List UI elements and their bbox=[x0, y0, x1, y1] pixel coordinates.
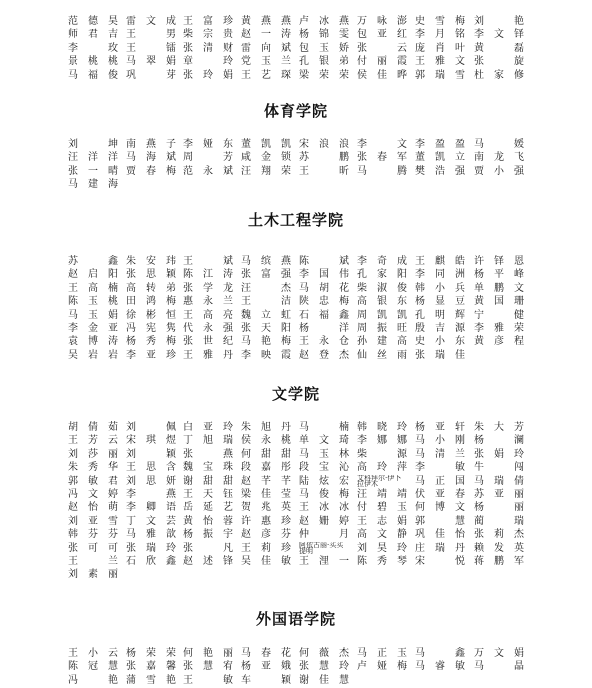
person-name: 郭 慧 bbox=[415, 515, 465, 527]
person-name: 李月铭 bbox=[415, 29, 465, 41]
person-name: 赵一涛 bbox=[241, 29, 291, 41]
person-name: 赵怡萌 bbox=[68, 502, 118, 514]
person-name: 张瑞佳 bbox=[415, 349, 465, 361]
person-name: 李卿语 bbox=[126, 502, 176, 514]
person-name: 宋浪浪 bbox=[299, 139, 349, 150]
person-name: 侯佳晔 bbox=[357, 69, 407, 81]
person-name: 包亚红 bbox=[357, 29, 407, 41]
person-name: 陈秀琴 bbox=[357, 556, 407, 567]
person-name: 马 腾 bbox=[357, 165, 407, 177]
person-name: 周凯凯 bbox=[357, 309, 407, 321]
person-name: 蒲雪艳 bbox=[126, 674, 176, 686]
person-name: 李盈盈 bbox=[415, 139, 465, 150]
person-name: 巩佳怡 bbox=[415, 529, 465, 541]
person-name: 赖发英 bbox=[474, 542, 524, 554]
person-name: 赵姗婷 bbox=[299, 515, 349, 527]
name-row bbox=[0, 55, 592, 68]
person-name: 仙丝雨 bbox=[357, 349, 407, 361]
person-name: 马 楠 bbox=[299, 422, 349, 433]
person-name: 周振旺 bbox=[357, 323, 407, 334]
person-name: 刘素丽 bbox=[68, 569, 118, 581]
person-name: 王 男 bbox=[126, 29, 176, 41]
name-row bbox=[0, 568, 592, 581]
person-name: 杨 澜 bbox=[474, 435, 524, 447]
person-name: 黄燕燕 bbox=[241, 16, 291, 27]
person-name: 韩小兵 bbox=[415, 282, 465, 294]
person-name: 张一晴 bbox=[68, 165, 118, 177]
name-row bbox=[0, 69, 592, 82]
person-name: 咸金锁 bbox=[241, 152, 291, 164]
person-name: 汪翔荣 bbox=[241, 165, 291, 177]
person-name: 梁荣荣 bbox=[299, 69, 349, 81]
person-name: 李同洲 bbox=[415, 269, 465, 281]
person-name: 雷向斌 bbox=[241, 42, 291, 54]
person-name: 李 敏 bbox=[415, 462, 465, 474]
person-name: 苏 鹏 bbox=[299, 152, 349, 164]
person-name: 丁旭瑞 bbox=[183, 435, 233, 447]
person-name: 朱安玮 bbox=[126, 256, 176, 267]
person-name: 张春军 bbox=[357, 152, 407, 164]
person-name: 张 云 bbox=[357, 42, 407, 54]
person-name: 马春花 bbox=[241, 648, 291, 659]
person-name: 巩 芽 bbox=[126, 69, 176, 81]
person-name: 马 媛 bbox=[474, 139, 524, 150]
name-row bbox=[0, 488, 592, 501]
person-name: 董凯立 bbox=[415, 152, 465, 164]
person-name: 杨 丽 bbox=[474, 502, 524, 514]
person-name: 殷吉源 bbox=[415, 323, 465, 334]
person-name: 王永仓 bbox=[299, 336, 349, 348]
person-name: 王富珍 bbox=[183, 16, 233, 27]
person-name: 孔明辉 bbox=[415, 309, 465, 321]
person-name: 范永斌 bbox=[183, 165, 233, 177]
person-name: 胡倩茹 bbox=[68, 422, 118, 433]
person-name: 王 洁 bbox=[241, 296, 291, 308]
person-name: 陆炫宏 bbox=[299, 475, 349, 487]
person-name: 伏亚春 bbox=[415, 489, 465, 500]
person-name: 卢冰燕 bbox=[299, 16, 349, 27]
name-row bbox=[0, 178, 592, 191]
person-name: 柴 源 bbox=[357, 448, 407, 460]
person-name: 吴佳敏 bbox=[241, 556, 291, 567]
person-name: 卢娅梅 bbox=[357, 661, 407, 673]
person-name: 李娅东 bbox=[183, 139, 233, 150]
name-row bbox=[0, 542, 592, 555]
person-name: 宋琪煜 bbox=[126, 435, 176, 447]
person-name: 刘 坤 bbox=[68, 139, 118, 150]
person-name: 赵登杰 bbox=[299, 349, 349, 361]
name-row bbox=[0, 461, 592, 474]
person-name: 刘亚雪 bbox=[68, 515, 118, 527]
person-name: 陈 斌 bbox=[299, 256, 349, 267]
person-name: 何甜甜 bbox=[241, 448, 291, 460]
person-name: 陈冠慧 bbox=[68, 661, 118, 673]
person-name: 马艳梅 bbox=[241, 336, 291, 348]
section-heading-liberal-arts: 文学院 bbox=[271, 385, 320, 403]
person-name: 车 颖 bbox=[241, 674, 291, 686]
person-name: 南龙飞 bbox=[474, 152, 524, 164]
name-row bbox=[0, 28, 592, 41]
person-name: 张天阳 bbox=[241, 323, 291, 334]
person-name: 韩芬芬 bbox=[68, 529, 118, 541]
person-name: 牛 闯 bbox=[474, 462, 524, 474]
person-name: 马正国 bbox=[415, 475, 465, 487]
person-name: 马建海 bbox=[68, 179, 118, 191]
person-name: 宁 健 bbox=[474, 309, 524, 321]
person-name: 魏宝珠 bbox=[183, 462, 233, 474]
person-name: 马正玉 bbox=[357, 648, 407, 659]
person-name: 张世纪 bbox=[183, 336, 233, 348]
person-name: 王 镭 bbox=[126, 42, 176, 54]
person-name: 王小云 bbox=[68, 648, 118, 659]
person-name: 马缤燕 bbox=[241, 256, 291, 267]
person-name: 马玉娟 bbox=[68, 309, 118, 321]
person-name: 单鹏文 bbox=[474, 282, 524, 294]
person-name: 杨锦雯 bbox=[299, 29, 349, 41]
person-name: 何艳丽 bbox=[183, 648, 233, 659]
person-name: 马玉林 bbox=[299, 448, 349, 460]
name-row bbox=[0, 282, 592, 295]
name-row bbox=[0, 138, 592, 151]
person-name: 艾科拜尔·伊卜拉伊木 bbox=[357, 474, 402, 488]
person-name: 惠永兰 bbox=[183, 296, 233, 308]
person-name: 高转弟 bbox=[126, 282, 176, 294]
person-name: 王芳云 bbox=[68, 435, 118, 447]
person-name: 张慧玲 bbox=[299, 661, 349, 673]
person-name: 周 芳 bbox=[183, 152, 233, 164]
person-name: 冯 艳 bbox=[68, 674, 118, 686]
person-name: 张 旋 bbox=[474, 56, 524, 68]
name-row bbox=[0, 268, 592, 281]
person-name: 杨亚娥 bbox=[241, 661, 291, 673]
person-name: 张嘉馨 bbox=[126, 661, 176, 673]
person-name: 陕忠梅 bbox=[299, 296, 349, 308]
person-name: 万咏澎 bbox=[357, 16, 407, 27]
person-name: 单文琦 bbox=[299, 435, 349, 447]
name-row bbox=[0, 501, 592, 514]
person-name: 张清财 bbox=[183, 42, 233, 54]
person-name: 李雅荣 bbox=[474, 323, 524, 334]
person-name: 张富强 bbox=[241, 269, 291, 281]
person-name: 党玉兰 bbox=[241, 56, 291, 68]
person-name: 张 凡 bbox=[183, 542, 233, 554]
person-name: 王 敏 bbox=[183, 674, 233, 686]
person-name: 李文铎 bbox=[474, 29, 524, 41]
person-name: 赵芊芊 bbox=[241, 475, 291, 487]
person-name: 杨平峰 bbox=[474, 269, 524, 281]
person-name: 丁文芸 bbox=[126, 515, 176, 527]
person-name: 马雅歆 bbox=[126, 529, 176, 541]
person-name: 王冰冰 bbox=[299, 502, 349, 514]
person-name: 张学龙 bbox=[183, 282, 233, 294]
person-name: 田鸿梅 bbox=[126, 296, 176, 308]
person-name: 朱旭丹 bbox=[241, 422, 291, 433]
name-row bbox=[0, 660, 592, 673]
person-name: 王浬一 bbox=[299, 556, 349, 567]
name-row bbox=[0, 674, 592, 687]
person-name: 蔺 瑞 bbox=[474, 515, 524, 527]
person-name: 朱大芳 bbox=[474, 422, 524, 433]
person-name: 马胡花 bbox=[299, 282, 349, 294]
person-name: 王 斌 bbox=[183, 256, 233, 267]
person-name: 李金亚 bbox=[68, 323, 118, 334]
person-name: 徐彬恒 bbox=[126, 309, 176, 321]
person-name: 陈江涛 bbox=[183, 269, 233, 281]
section-heading-civil-engineering: 土木工程学院 bbox=[247, 211, 344, 229]
person-name: 马 鑫 bbox=[415, 648, 465, 659]
person-name: 李娜娜 bbox=[357, 435, 407, 447]
person-name: 景桃桃 bbox=[68, 56, 118, 68]
person-name: 黄国珊 bbox=[474, 296, 524, 308]
person-name: 杨秀梅 bbox=[126, 336, 176, 348]
person-name: 范德昊 bbox=[68, 16, 118, 27]
person-name: 袁博涛 bbox=[68, 336, 118, 348]
person-name: 何博文 bbox=[415, 502, 465, 514]
person-name: 王艺琛 bbox=[241, 69, 291, 81]
person-name: 刘 艳 bbox=[474, 16, 524, 27]
person-name: 万文娟 bbox=[474, 648, 524, 659]
person-name: 南燕子 bbox=[126, 139, 176, 150]
person-name: 陈玉桃 bbox=[68, 296, 118, 308]
person-name: 张思颖 bbox=[126, 269, 176, 281]
person-name: 孙建高 bbox=[357, 336, 407, 348]
person-name: 樊浩强 bbox=[415, 165, 465, 177]
name-row bbox=[0, 515, 592, 528]
person-name: 王雅丹 bbox=[183, 349, 233, 361]
name-row bbox=[0, 309, 592, 322]
person-name: 李 文 bbox=[357, 139, 407, 150]
person-name: 杨荣荣 bbox=[126, 648, 176, 659]
person-name: 李映霞 bbox=[241, 349, 291, 361]
person-name: 王 昕 bbox=[299, 165, 349, 177]
name-row bbox=[0, 15, 592, 28]
person-name: 许惠珍 bbox=[241, 515, 291, 527]
person-name: 王 兰 bbox=[68, 556, 118, 567]
name-row bbox=[0, 255, 592, 268]
person-name: 刘思妍 bbox=[126, 475, 176, 487]
name-row bbox=[0, 151, 592, 164]
person-name: 汪洋洋 bbox=[68, 152, 118, 164]
person-name: 高文静 bbox=[357, 529, 407, 541]
person-name: 苏 鑫 bbox=[68, 256, 118, 267]
name-row bbox=[0, 335, 592, 348]
person-name: 许铎恩 bbox=[474, 256, 524, 267]
person-name: 李 玫 bbox=[68, 42, 118, 54]
person-name: 王高楠 bbox=[68, 282, 118, 294]
person-name: 马睿敏 bbox=[415, 661, 465, 673]
person-name: 王志娟 bbox=[357, 515, 407, 527]
person-name: 杨亚轩 bbox=[415, 422, 465, 433]
person-name: 马翠娟 bbox=[126, 56, 176, 68]
person-name: 杜家修 bbox=[474, 69, 524, 81]
person-name: 侯永桃 bbox=[241, 435, 291, 447]
name-row bbox=[0, 421, 592, 434]
person-name: 汪 杰 bbox=[241, 282, 291, 294]
person-name: 马福俊 bbox=[68, 69, 118, 81]
person-name: 贾小强 bbox=[474, 165, 524, 177]
person-name: 王莉珍 bbox=[241, 542, 291, 554]
person-name: 张莉杰 bbox=[474, 529, 524, 541]
person-name: 魏立虹 bbox=[241, 309, 291, 321]
person-name: 张玲娟 bbox=[183, 69, 233, 81]
person-name: 石欣鑫 bbox=[126, 556, 176, 567]
person-name: 贾春梅 bbox=[126, 165, 176, 177]
person-name: 白亚玲 bbox=[183, 422, 233, 433]
person-name: 马清兰 bbox=[415, 448, 465, 460]
person-name: 柴宗贵 bbox=[183, 29, 233, 41]
person-name: 黄 磊 bbox=[474, 42, 524, 54]
person-name: 郭敏君 bbox=[68, 475, 118, 487]
person-name: 庄瑞丹 bbox=[415, 542, 465, 554]
person-name: 仲 月 bbox=[299, 529, 349, 541]
person-name: 代永强 bbox=[183, 323, 233, 334]
name-row bbox=[0, 322, 592, 335]
person-name: 张 燕 bbox=[183, 448, 233, 460]
person-name: 孔银弟 bbox=[299, 56, 349, 68]
person-name: 王思含 bbox=[126, 462, 176, 474]
person-name: 吴岩岩 bbox=[68, 349, 118, 361]
person-name: 蒋鹏军 bbox=[474, 556, 524, 567]
name-row bbox=[0, 528, 592, 541]
person-name: 李 燕 bbox=[126, 489, 176, 500]
person-name: 杨 洋 bbox=[299, 323, 349, 334]
person-name: 付碧玉 bbox=[357, 502, 407, 514]
person-name: 韩晓玲 bbox=[357, 422, 407, 433]
person-name: 包玉娇 bbox=[299, 42, 349, 54]
person-name: 黄怡蓉 bbox=[183, 515, 233, 527]
person-name: 张可可 bbox=[68, 542, 118, 554]
person-name: 谢甜甜 bbox=[183, 475, 233, 487]
person-name: 史小东 bbox=[415, 336, 465, 348]
person-name: 阿依古丽·买买提明 bbox=[299, 541, 344, 555]
person-name: 董凯凯 bbox=[241, 139, 291, 150]
person-name: 段嘉彤 bbox=[241, 462, 291, 474]
person-name: 刘昊玲 bbox=[357, 542, 407, 554]
person-name: 石福鑫 bbox=[299, 309, 349, 321]
person-name: 冯文婷 bbox=[68, 489, 118, 500]
person-name: 马俊梅 bbox=[299, 489, 349, 500]
person-name: 赵彦芬 bbox=[241, 529, 291, 541]
person-name: 杨显豆 bbox=[415, 296, 465, 308]
person-name: 马 晶 bbox=[474, 661, 524, 673]
person-name: 柴淑俊 bbox=[357, 282, 407, 294]
person-name: 孔家阳 bbox=[357, 269, 407, 281]
person-name: 张瑞玲 bbox=[126, 542, 176, 554]
name-row bbox=[0, 475, 592, 488]
person-name: 史雪梅 bbox=[415, 16, 465, 27]
person-name: 宋 悦 bbox=[415, 556, 465, 567]
name-row bbox=[0, 165, 592, 178]
name-row bbox=[0, 647, 592, 660]
person-name: 何薇杰 bbox=[299, 648, 349, 659]
person-name: 师君吉 bbox=[68, 29, 118, 41]
person-name: 杨振宇 bbox=[183, 529, 233, 541]
person-name: 庞肖叶 bbox=[415, 42, 465, 54]
section-heading-foreign-languages: 外国语学院 bbox=[255, 610, 336, 628]
person-name: 赵启阳 bbox=[68, 269, 118, 281]
person-name: 张慧宥 bbox=[183, 661, 233, 673]
name-row bbox=[0, 555, 592, 568]
person-name: 冯宪隽 bbox=[126, 323, 176, 334]
person-name: 马瑞倩 bbox=[474, 475, 524, 487]
person-name: 刘 颖 bbox=[126, 448, 176, 460]
name-row bbox=[0, 448, 592, 461]
person-name: 郭瑞雪 bbox=[415, 69, 465, 81]
person-name: 刘莎丽 bbox=[68, 448, 118, 460]
person-name: 李国伟 bbox=[299, 269, 349, 281]
name-row bbox=[0, 42, 592, 55]
person-name: 王麒皓 bbox=[415, 256, 465, 267]
person-name: 马海斌 bbox=[126, 152, 176, 164]
person-name: 梁佳莹 bbox=[241, 489, 291, 500]
person-name: 李亚珍 bbox=[126, 349, 176, 361]
person-name: 马小刚 bbox=[415, 435, 465, 447]
person-name: 张娟玲 bbox=[474, 448, 524, 460]
person-name: 付丽霞 bbox=[357, 56, 407, 68]
name-row bbox=[0, 295, 592, 308]
person-name: 岳延艺 bbox=[183, 502, 233, 514]
person-name: 朱秀华 bbox=[68, 462, 118, 474]
person-name: 赵述锋 bbox=[183, 556, 233, 567]
person-name: 雷文成 bbox=[126, 16, 176, 27]
person-name: 刘 佩 bbox=[126, 422, 176, 433]
person-name: 李奇成 bbox=[357, 256, 407, 267]
person-name: 高玲萍 bbox=[357, 462, 407, 474]
person-name: 段宝沁 bbox=[299, 462, 349, 474]
person-name: 高银东 bbox=[357, 296, 407, 308]
person-name: 王雅文 bbox=[415, 56, 465, 68]
person-name: 王高亮 bbox=[183, 309, 233, 321]
name-row bbox=[0, 349, 592, 362]
person-name: 汪靖靖 bbox=[357, 489, 407, 500]
person-name: 苏亚丽 bbox=[474, 489, 524, 500]
person-name: 谢佳慧 bbox=[299, 674, 349, 686]
person-name: 章 玲 bbox=[183, 56, 233, 68]
person-name: 黄彦程 bbox=[474, 336, 524, 348]
section-heading-sports: 体育学院 bbox=[263, 102, 328, 120]
person-name: 王天钰 bbox=[183, 489, 233, 500]
name-row bbox=[0, 434, 592, 447]
person-name: 贺兆英 bbox=[241, 502, 291, 514]
